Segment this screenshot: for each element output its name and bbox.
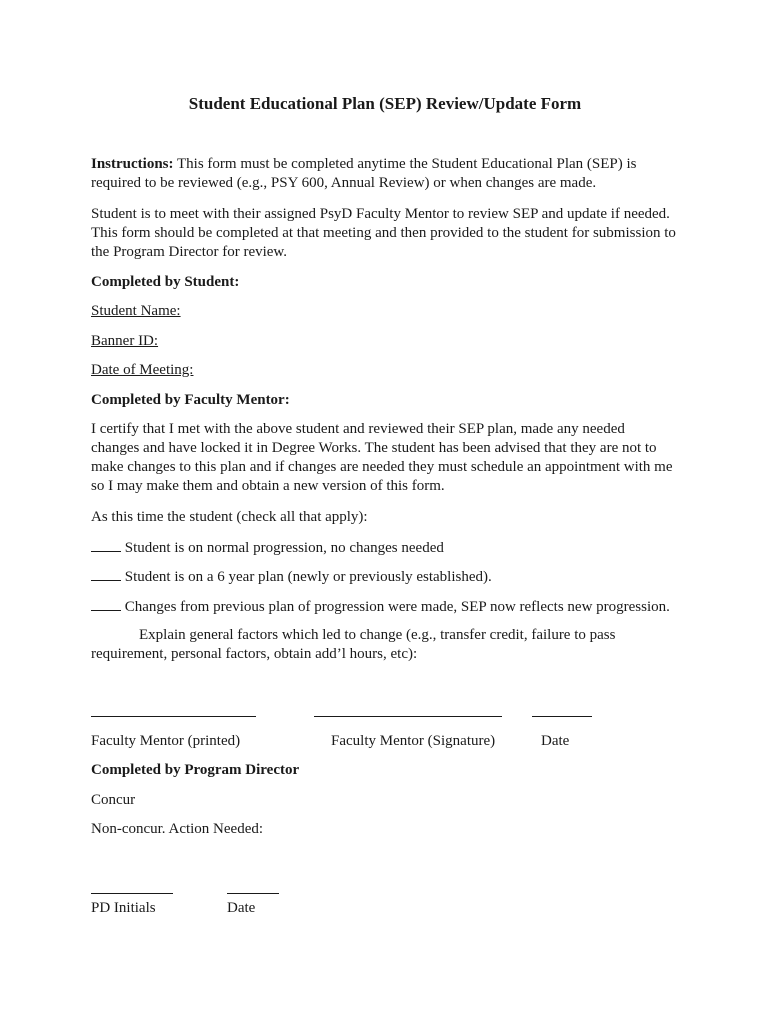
pd-date-line[interactable] xyxy=(227,893,279,894)
mentor-date-label: Date xyxy=(541,733,570,749)
pd-date-label: Date xyxy=(227,900,256,916)
pd-initials-line[interactable] xyxy=(91,893,173,894)
mentor-section-heading: Completed by Faculty Mentor: xyxy=(91,392,290,408)
certify-line-2: changes and have locked it in Degree Works. The student has been advised that they are not to xyxy=(91,440,657,456)
instructions-text-line-1: This form must be completed anytime the Student Educational Plan (SEP) is xyxy=(177,156,637,172)
explain-line-1: Explain general factors which led to change (e.g., transfer credit, failure to pass xyxy=(139,627,616,643)
instructions-text-line-2: required to be reviewed (e.g., PSY 600, Annual Review) or when changes are made. xyxy=(91,175,597,191)
mentor-signature-label: Faculty Mentor (Signature) xyxy=(331,733,496,749)
explain-line-2: requirement, personal factors, obtain add’l hours, etc): xyxy=(91,646,418,662)
mentor-printed-label: Faculty Mentor (printed) xyxy=(91,733,241,749)
instructions-label: Instructions: xyxy=(91,156,174,172)
meeting-text-line-1: Student is to meet with their assigned PsyD Faculty Mentor to review SEP and update if needed. xyxy=(91,206,670,222)
non-concur-option[interactable]: Non-concur. Action Needed: xyxy=(91,821,264,837)
mentor-signature-line[interactable] xyxy=(314,716,502,717)
check-blank-2[interactable] xyxy=(91,567,121,581)
mentor-date-line[interactable] xyxy=(532,716,592,717)
mentor-printed-line[interactable] xyxy=(91,716,256,717)
check-blank-1[interactable] xyxy=(91,538,121,552)
form-title: Student Educational Plan (SEP) Review/Update Form xyxy=(188,94,582,113)
student-name-field[interactable]: Student Name: xyxy=(91,303,181,319)
certify-line-3: make changes to this plan and if changes are needed they must schedule an appointment with me xyxy=(91,459,673,475)
option-label-1: Student is on normal progression, no changes needed xyxy=(124,540,444,556)
option-changes-made xyxy=(91,597,670,617)
option-label-3: Changes from previous plan of progression were made, SEP now reflects new progression. xyxy=(124,599,670,615)
check-blank-3[interactable] xyxy=(91,597,121,611)
certify-line-4: so I may make them and obtain a new version of this form. xyxy=(91,478,445,494)
concur-option[interactable]: Concur xyxy=(91,792,136,808)
option-six-year-plan xyxy=(91,567,492,587)
certify-paragraph xyxy=(91,420,691,496)
meeting-paragraph xyxy=(91,205,691,262)
meeting-text-line-3: the Program Director for review. xyxy=(91,244,288,260)
meeting-text-line-2: This form should be completed at that meeting and then provided to the student for submission to xyxy=(91,225,676,241)
check-prompt: As this time the student (check all that apply): xyxy=(91,509,368,525)
banner-id-field[interactable]: Banner ID: xyxy=(91,333,159,349)
pd-initials-label: PD Initials xyxy=(91,900,156,916)
instructions-paragraph xyxy=(91,155,691,193)
certify-line-1: I certify that I met with the above student and reviewed their SEP plan, made any needed xyxy=(91,421,625,437)
date-of-meeting-field[interactable]: Date of Meeting: xyxy=(91,362,194,378)
option-label-2: Student is on a 6 year plan (newly or previously established). xyxy=(124,569,492,585)
director-section-heading: Completed by Program Director xyxy=(91,762,300,778)
option-normal-progression xyxy=(91,538,444,558)
student-section-heading: Completed by Student: xyxy=(91,274,240,290)
